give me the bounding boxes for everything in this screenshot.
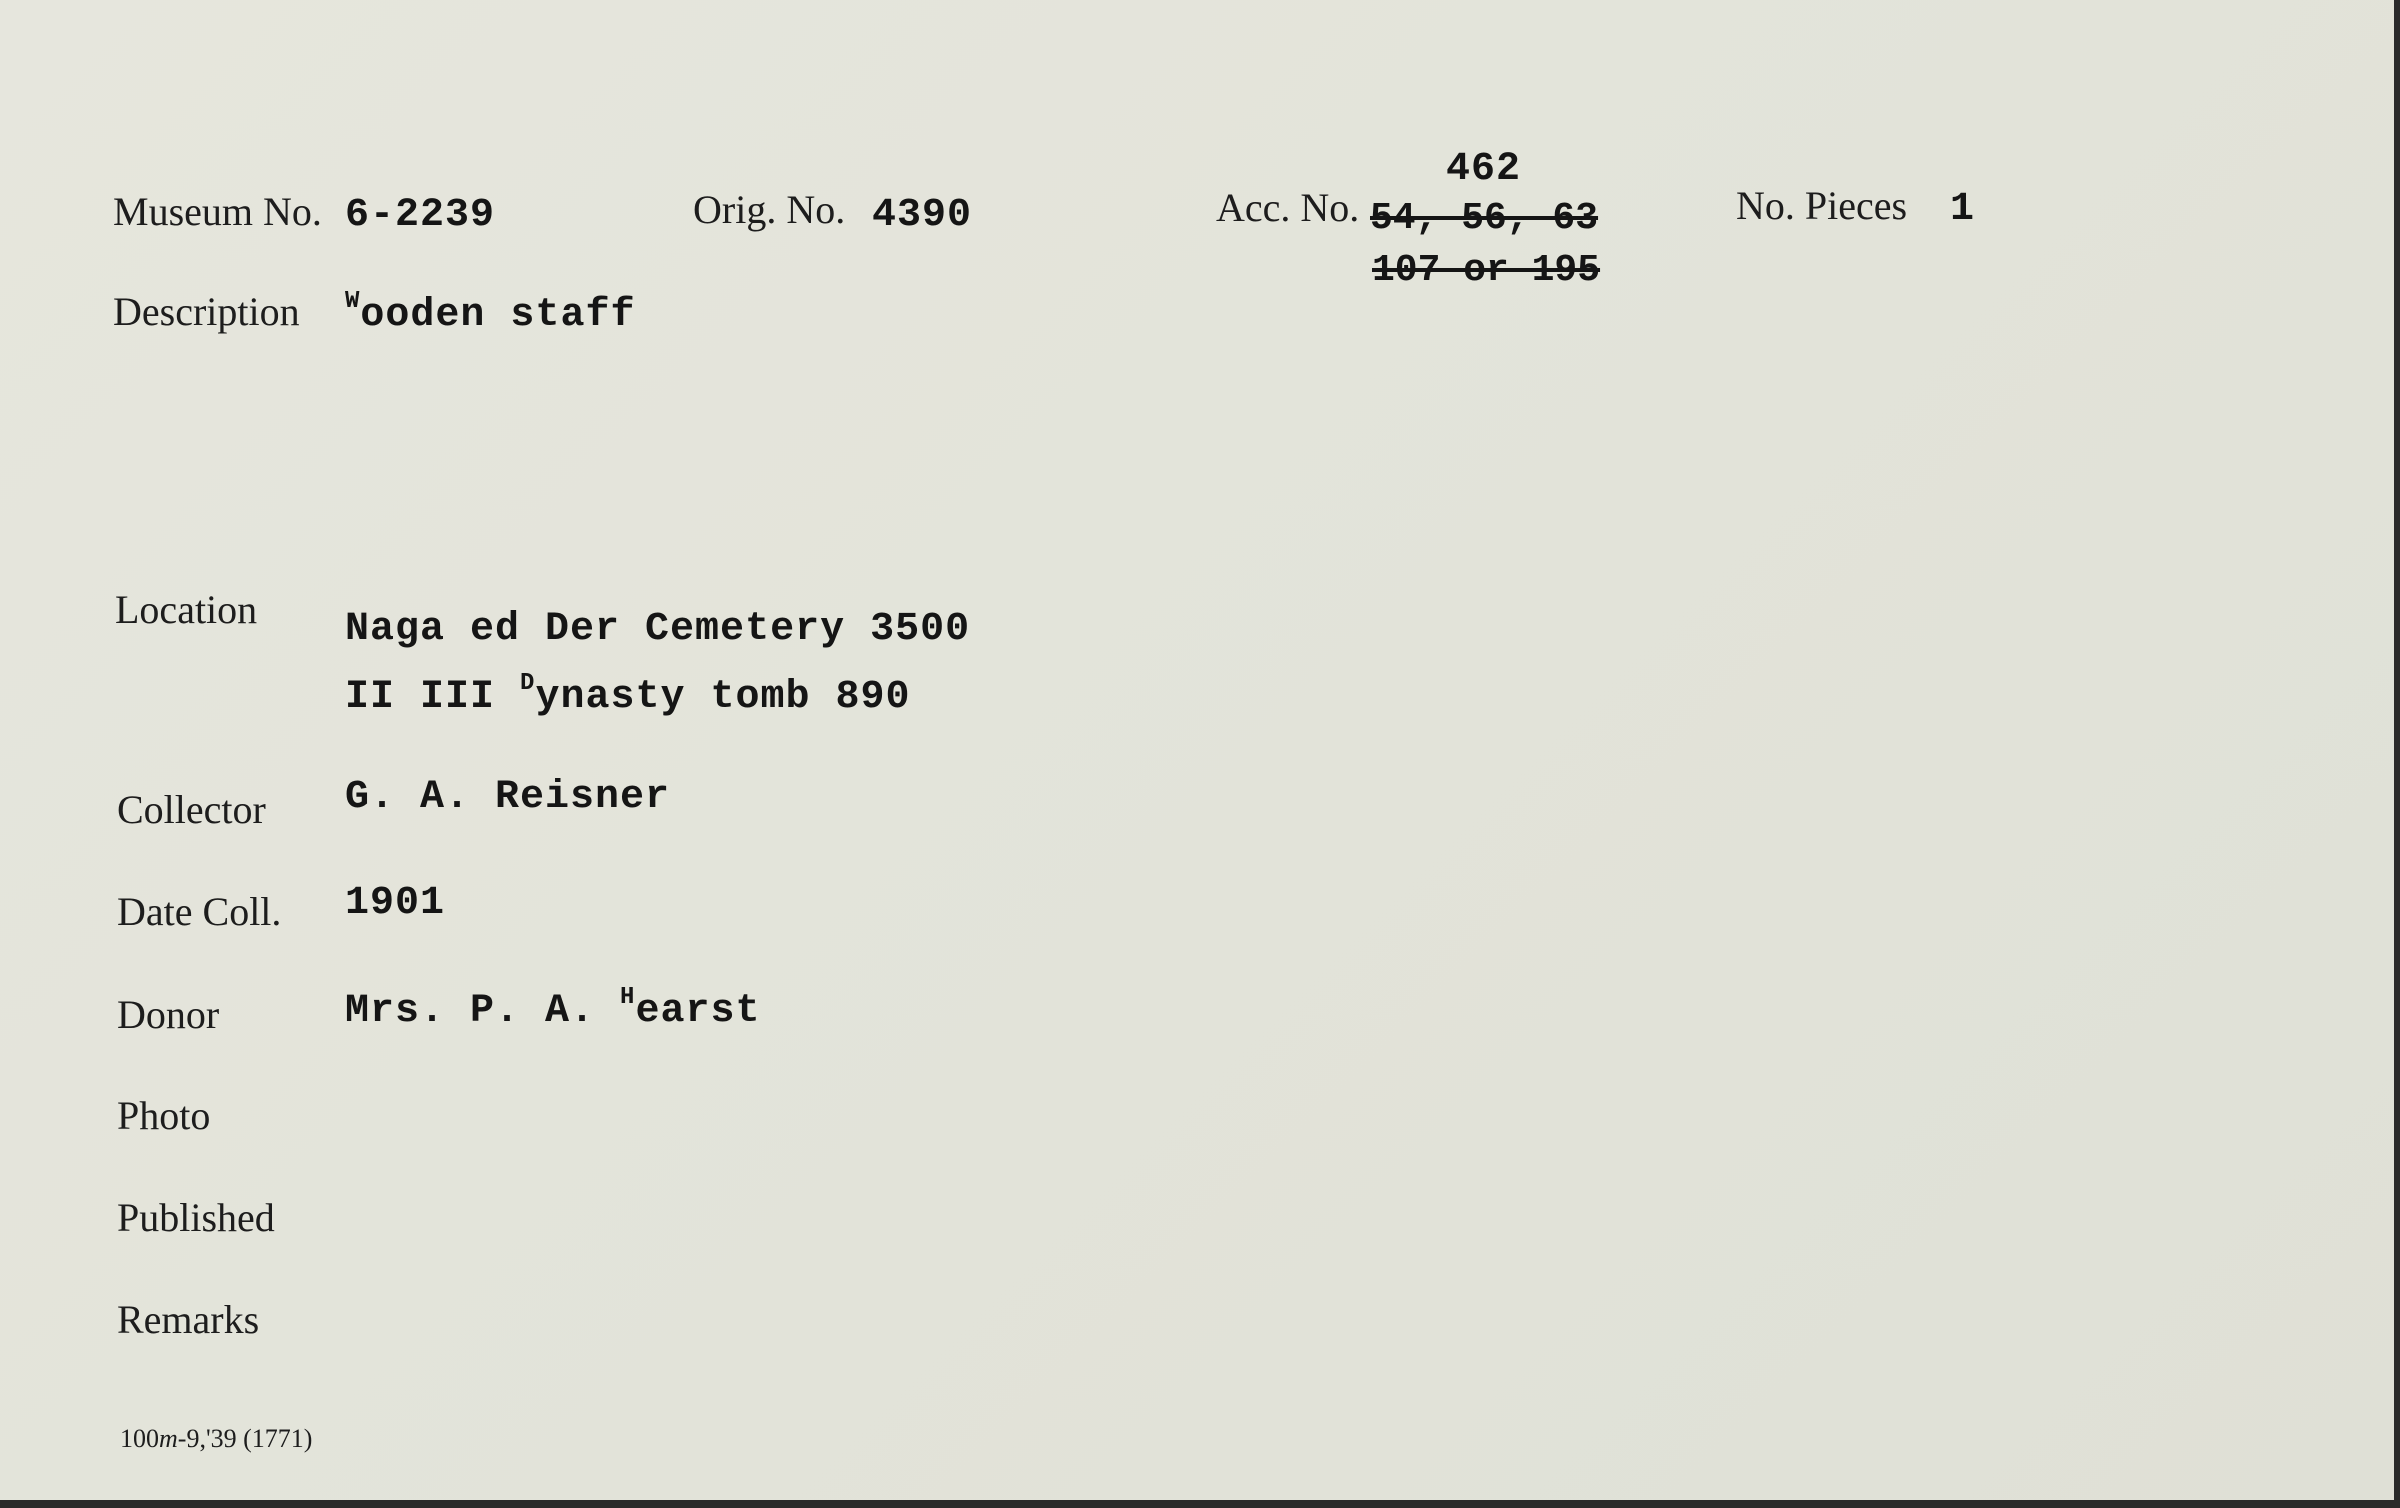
collector-value: G. A. Reisner: [345, 775, 671, 820]
print-code-suffix: -9,'39 (1771): [177, 1424, 313, 1453]
location-line-2: [345, 672, 911, 718]
museum-no-label: Museum No.: [113, 189, 322, 234]
museum-no-value: 6-2239: [345, 193, 496, 238]
acc-no-value: 462: [1446, 147, 1522, 192]
donor-value: [345, 986, 760, 1032]
acc-no-struck-line-2: 107 or 195: [1372, 249, 1601, 292]
card-edge-bottom: [0, 1500, 2400, 1508]
date-coll-value: 1901: [345, 881, 446, 926]
location-label: Location: [115, 587, 258, 632]
print-code-italic: m: [159, 1424, 178, 1453]
donor-prefix: Mrs. P. A.: [345, 989, 621, 1034]
description-value: [345, 290, 635, 336]
location-line-2-sup: D: [520, 670, 536, 697]
published-label: Published: [117, 1195, 275, 1240]
orig-no-value: 4390: [872, 193, 973, 238]
print-code-prefix: 100: [120, 1424, 159, 1453]
orig-no-label: Orig. No.: [693, 187, 846, 232]
description-text: ooden staff: [360, 293, 636, 338]
no-pieces-label: No. Pieces: [1736, 183, 1908, 228]
location-line-2-prefix: II III: [345, 675, 521, 720]
acc-no-label: Acc. No.: [1216, 185, 1360, 230]
no-pieces-value: 1: [1950, 187, 1976, 232]
remarks-label: Remarks: [117, 1297, 260, 1342]
photo-label: Photo: [117, 1093, 211, 1138]
collector-label: Collector: [117, 787, 266, 832]
description-label: Description: [113, 289, 300, 334]
card-edge-right: [2394, 0, 2400, 1508]
location-line-1: Naga ed Der Cemetery 3500: [345, 607, 971, 652]
donor-sup: H: [620, 984, 636, 1011]
donor-label: Donor: [117, 992, 220, 1037]
donor-suffix: earst: [635, 989, 761, 1034]
date-coll-label: Date Coll.: [117, 889, 282, 934]
location-line-2-suffix: ynasty tomb 890: [535, 675, 911, 720]
description-sup: W: [345, 288, 361, 315]
acc-no-struck-line-1: 54, 56, 63: [1370, 197, 1599, 240]
print-code: [120, 1426, 312, 1452]
